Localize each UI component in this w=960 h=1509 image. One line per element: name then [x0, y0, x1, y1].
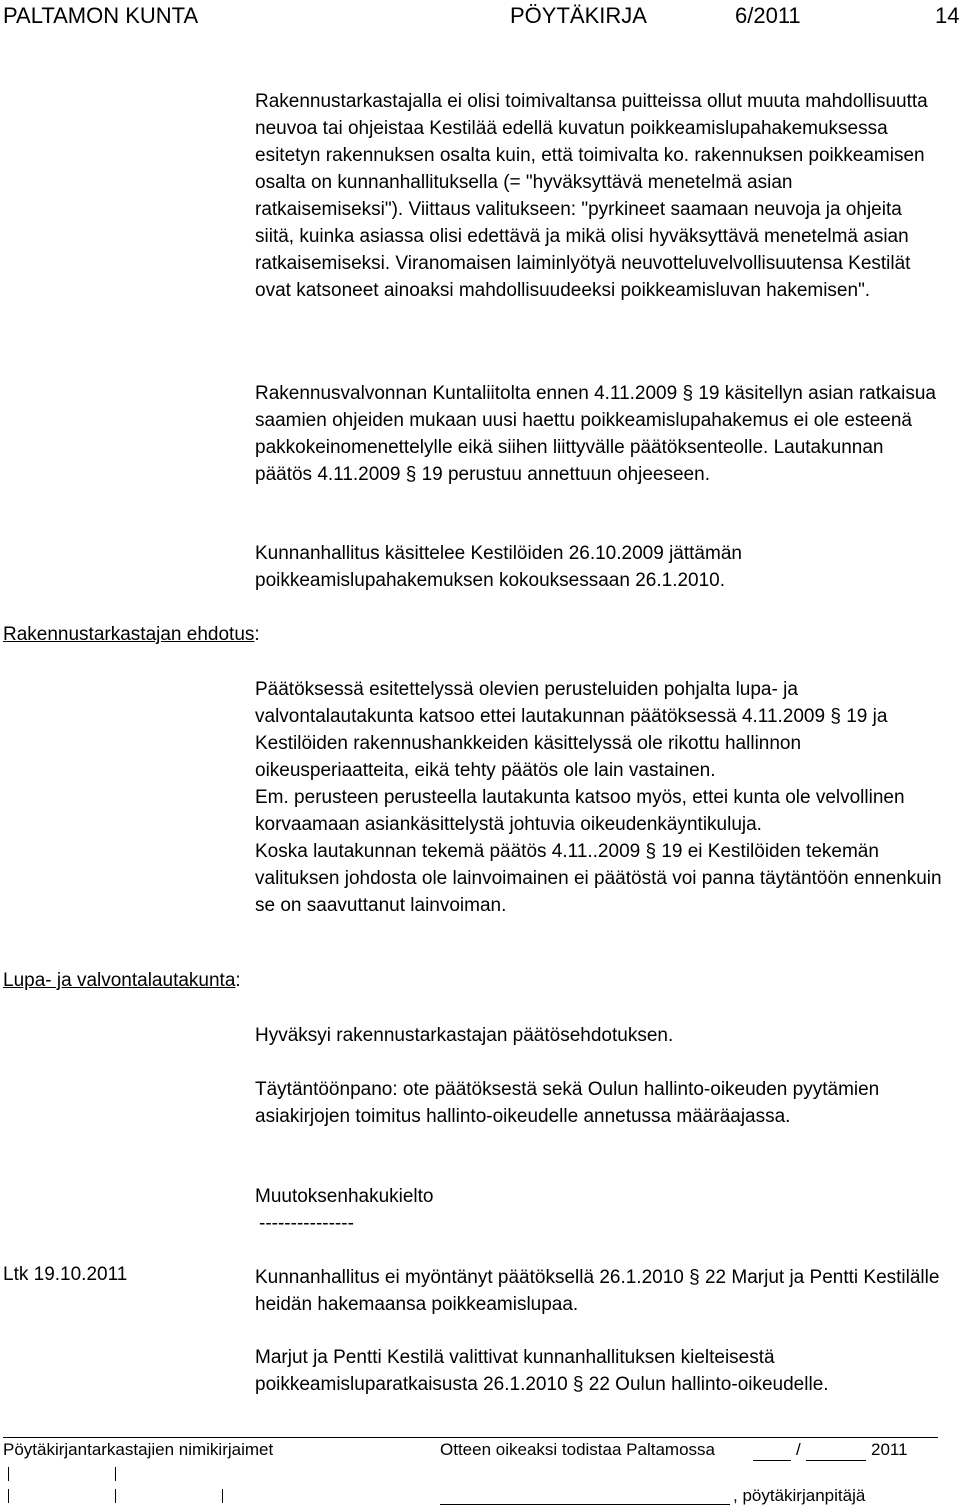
paragraph-text: Päätöksessä esitettelyssä olevien perusteluiden pohjalta lupa- ja valvontalautakunta katsoo ettei lautakunnan päätöksessä 4.11.2009 § 19 ja Kestilöiden rakennushankkeiden käsittelyssä ole rikottu hallinnon oikeusperiaatteita, eikä tehty päätös ole lain vastainen. [255, 679, 888, 781]
initials-box-divider [8, 1467, 9, 1481]
paragraph-appeal-ban [255, 1183, 945, 1237]
paragraph-text: Rakennusvalvonnan Kuntaliitolta ennen 4.11.2009 § 19 käsitellyn asian ratkaisua saamien ohjeiden mukaan uusi haettu poikkeamislupahakemus ei ole esteenä pakkokeinomenettelylle eikä siihen liittyvälle päätöksenteolle. Lautakunnan päätös 4.11.2009 § 19 perustuu annettuun ohjeeseen. [255, 383, 936, 485]
footer-rule [3, 1437, 938, 1438]
paragraph-board-handling [255, 540, 945, 594]
footer-initials-label: Pöytäkirjantarkastajien nimikirjaimet [3, 1440, 274, 1459]
paragraph-text: Rakennustarkastajalla ei olisi toimivaltansa puitteissa ollut muuta mahdollisuutta neuvoa tai ohjeistaa Kestilää edellä kuvatun poikkeamislupahakemuksessa esitetyn rakennuksen osalta kuin, että toimivalta ko. rakennuksen poikkeamisen osalta on kunnanhallituksella (= "hyväksyttävä menetelmä asian ratkaisemiseksi"). Viittaus valitukseen: "pyrkineet saamaan neuvoja ja ohjeita siitä, kuinka asiassa olisi edettävä ja mikä olisi hyväksyttävä menetelmä asian ratkaisemiseksi. Viranomaisen laiminlyötyä neuvotteluvelvollisuutensa Kestilät ovat katsoneet ainoaksi mahdollisuudeeksi poikkeamisluvan hakemisen". [255, 91, 928, 301]
paragraph-enforcement [255, 1076, 945, 1130]
header-doc-type: PÖYTÄKIRJA [510, 3, 647, 28]
label-proposal-text: Rakennustarkastajan ehdotus [3, 624, 255, 645]
header-municipality: PALTAMON KUNTA [3, 3, 199, 28]
paragraph-text: Em. perusteen perusteella lautakunta katsoo myös, ettei kunta ole velvollinen korvaamaan asiankäsittelystä johtuvia oikeudenkäyntikuluja. [255, 787, 905, 835]
footer-month-line [806, 1460, 866, 1461]
paragraph-text: --------------- [259, 1213, 354, 1234]
label-board [3, 970, 241, 992]
signature-line [440, 1504, 730, 1505]
footer-year: 2011 [871, 1440, 908, 1459]
initials-box-divider [222, 1489, 223, 1503]
label-colon: : [254, 624, 260, 645]
paragraph-decision [255, 1022, 945, 1049]
footer-signer-role: , pöytäkirjanpitäjä [733, 1486, 866, 1505]
paragraph-advice [255, 88, 945, 304]
footer-certify-label: Otteen oikeaksi todistaa Paltamossa [440, 1440, 715, 1459]
paragraph-text: Muutoksenhakukielto [255, 1186, 434, 1207]
paragraph-text: Hyväksyi rakennustarkastajan päätösehdotuksen. [255, 1025, 674, 1046]
initials-box-divider [115, 1489, 116, 1503]
footer-day-line [753, 1460, 791, 1461]
paragraph-text: Marjut ja Pentti Kestilä valittivat kunnanhallituksen kielteisestä poikkeamisluparatkaisusta 26.1.2010 § 22 Oulun hallinto-oikeudelle. [255, 1347, 829, 1395]
paragraph-permit-denied [255, 1264, 945, 1318]
header-page-number: 14 [935, 3, 960, 28]
initials-box-divider [115, 1467, 116, 1481]
paragraph-text: Kunnanhallitus käsittelee Kestilöiden 26.10.2009 jättämän poikkeamislupahakemuksen kokouksessaan 26.1.2010. [255, 543, 742, 591]
label-ltk-date: Ltk 19.10.2011 [3, 1264, 128, 1285]
label-proposal [3, 624, 260, 646]
paragraph-text: Täytäntöönpano: ote päätöksestä sekä Oulun hallinto-oikeuden pyytämien asiakirjojen toimitus hallinto-oikeudelle annetussa määräajassa. [255, 1079, 880, 1127]
paragraph-text: Koska lautakunnan tekemä päätös 4.11..2009 § 19 ei Kestilöiden tekemän valituksen johdosta ole lainvoimainen ei päätöstä voi panna täytäntöön ennenkuin se on saavuttanut lainvoiman. [255, 841, 942, 916]
label-board-text: Lupa- ja valvontalautakunta [3, 970, 236, 991]
initials-box-divider [8, 1489, 9, 1503]
paragraph-appeal [255, 1344, 945, 1398]
label-colon: : [235, 970, 241, 991]
footer-slash: / [796, 1440, 801, 1459]
paragraph-guidance [255, 380, 945, 488]
paragraph-text: Kunnanhallitus ei myöntänyt päätöksellä 26.1.2010 § 22 Marjut ja Pentti Kestilälle heidän hakemaansa poikkeamislupaa. [255, 1267, 940, 1315]
header-issue: 6/2011 [735, 3, 801, 28]
proposal-block [255, 676, 945, 919]
